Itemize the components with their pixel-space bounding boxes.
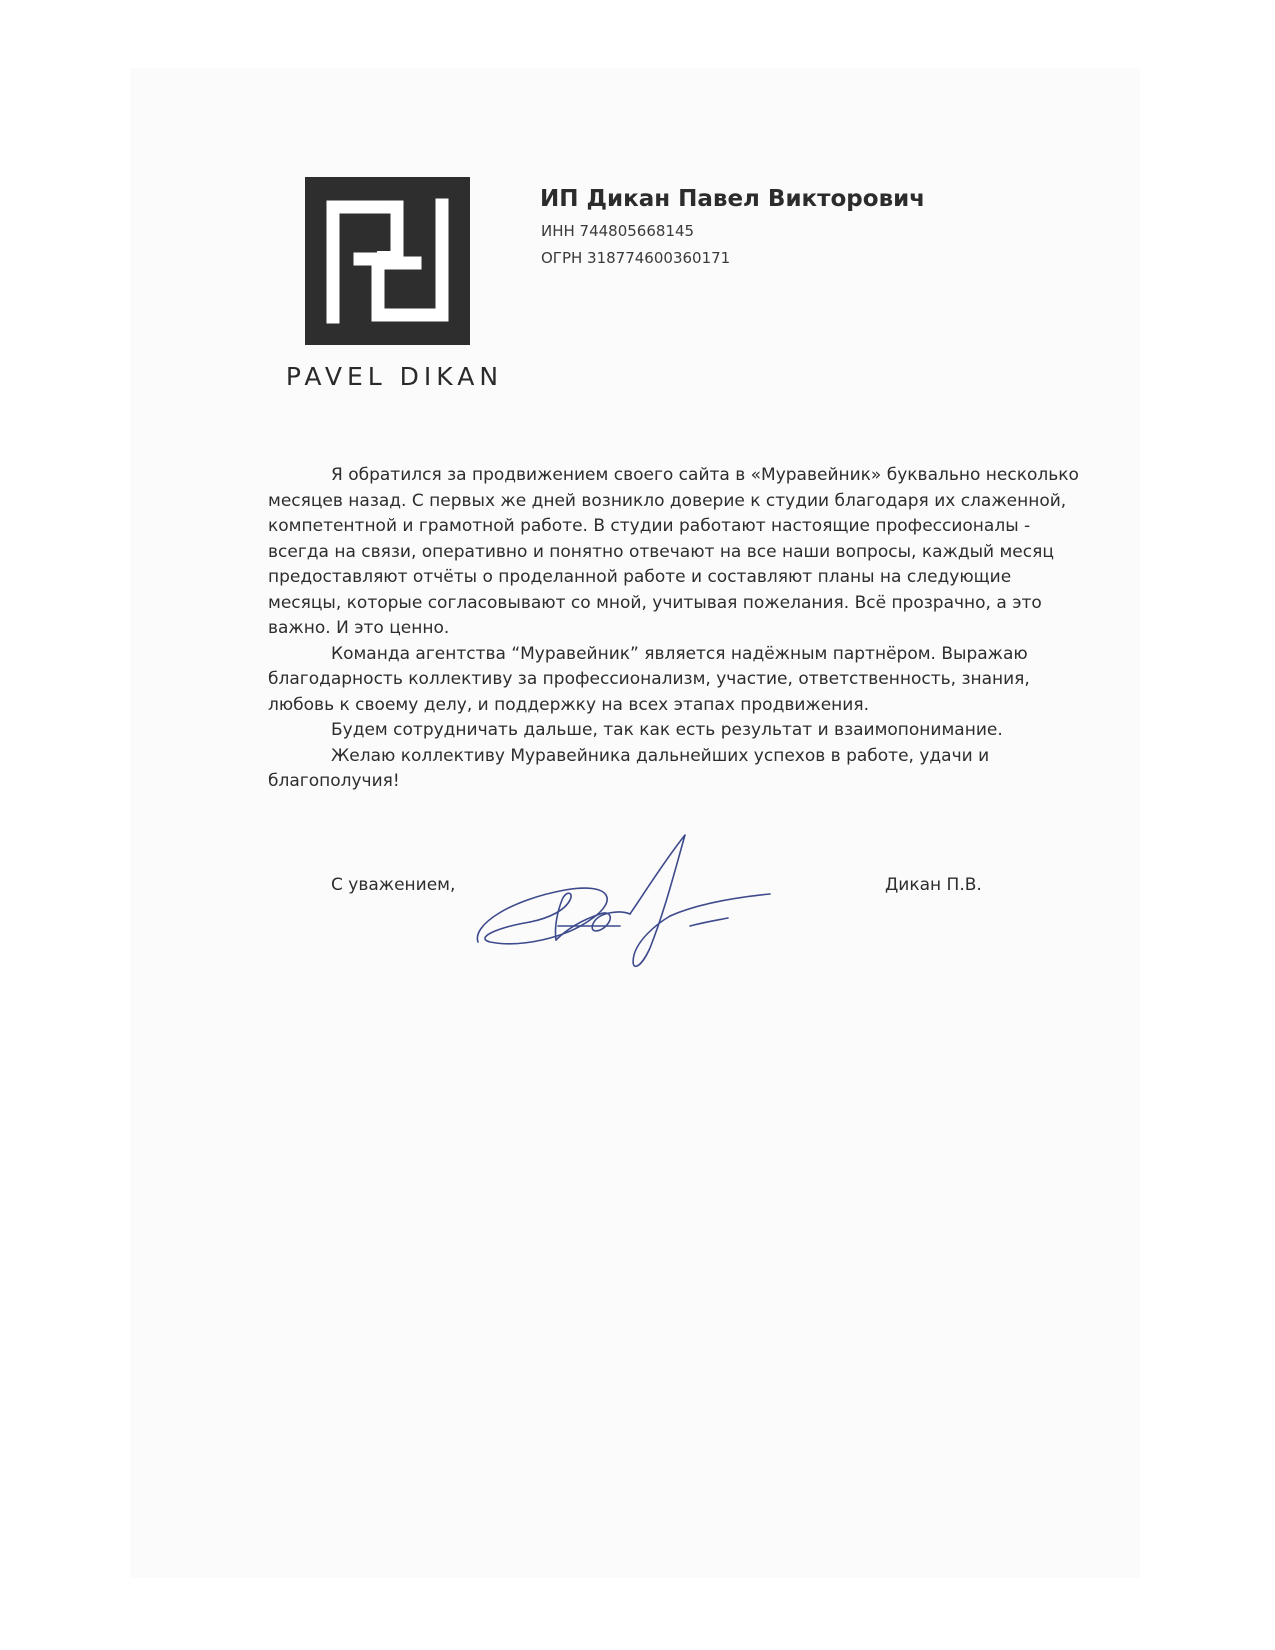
closing-phrase: С уважением, <box>331 875 456 895</box>
letter-page <box>130 68 1140 1578</box>
company-name: ИП Дикан Павел Викторович <box>540 186 926 212</box>
logo-wordmark: PAVEL DIKAN <box>285 362 504 391</box>
letter-body <box>268 463 1088 795</box>
letter-paragraph: Я обратился за продвижением своего сайта в «Муравейник» буквально несколько месяцев назад. С первых же дней возникло доверие к студии благодаря их слаженной, компетентной и грамотной работе. В студии работают настоящие профессионалы - всегда на связи, оперативно и понятно отвечают на все наши вопросы, каждый месяц предоставляют отчёты о проделанной работе и составляют планы на следующие месяцы, которые согласовывают со мной, учитывая пожелания. Всё прозрачно, а это важно. И это ценно. <box>268 465 1079 638</box>
letter-paragraph: Будем сотрудничать дальше, так как есть результат и взаимопонимание. <box>331 720 1003 740</box>
signer-name: Дикан П.В. <box>885 875 982 895</box>
company-ogrn: ОГРН 318774600360171 <box>541 249 731 267</box>
handwritten-signature <box>470 830 800 975</box>
letter-paragraph: Команда агентства “Муравейник” является надёжным партнёром. Выражаю благодарность коллективу за профессионализм, участие, ответственность, знания, любовь к своему делу, и поддержку на всех этапах продвижения. <box>268 643 1030 715</box>
pavel-dikan-logo-mark <box>305 177 470 345</box>
company-inn: ИНН 744805668145 <box>541 222 695 240</box>
letter-paragraph: Желаю коллективу Муравейника дальнейших успехов в работе, удачи и благополучия! <box>268 745 990 791</box>
